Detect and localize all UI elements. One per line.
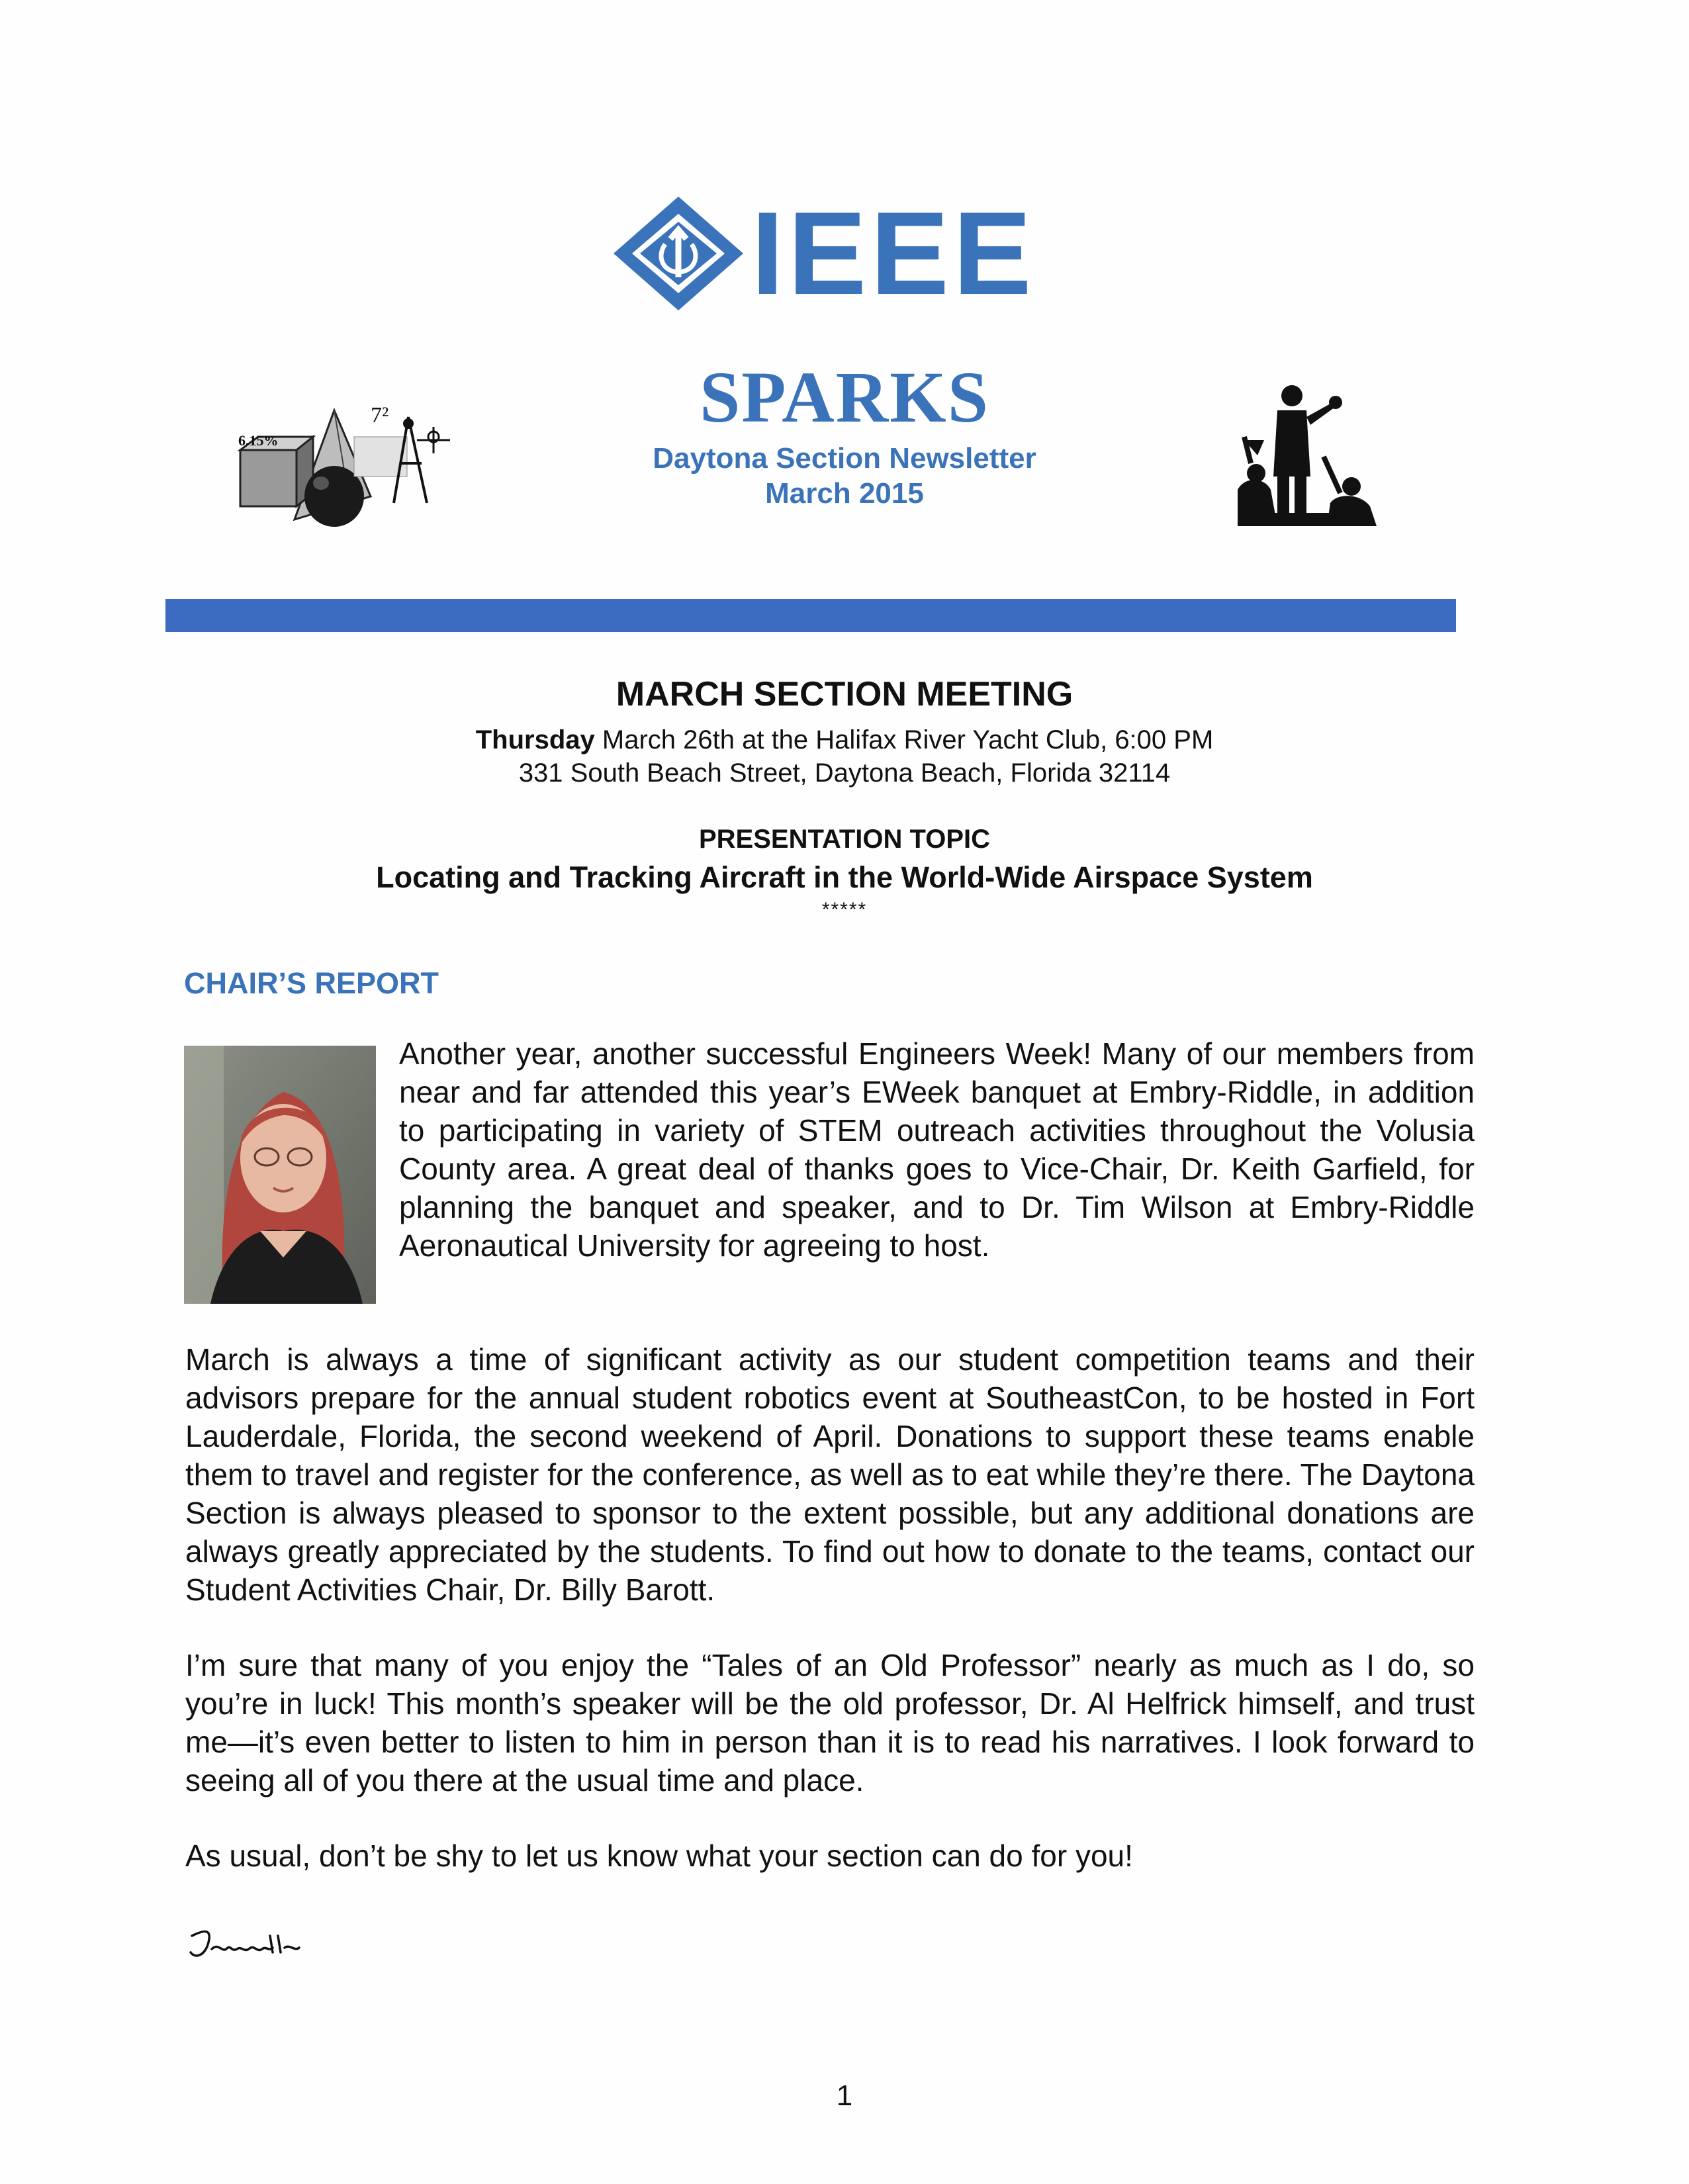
- meeting-title: MARCH SECTION MEETING: [616, 675, 1073, 713]
- ieee-logo: [612, 187, 1049, 319]
- clipart-exponent-label: 7²: [371, 403, 389, 428]
- meeting-day: Thursday: [475, 725, 595, 754]
- header-divider-bar: [165, 599, 1456, 632]
- professor-clipart-icon: [1238, 377, 1383, 526]
- presentation-topic-label: PRESENTATION TOPIC: [698, 825, 991, 854]
- presentation-topic-title: Locating and Tracking Aircraft in the World-Wide Airspace System: [376, 860, 1313, 894]
- handwritten-signature: [185, 1923, 304, 1969]
- newsletter-date: March 2015: [765, 477, 924, 510]
- page-number: 1: [836, 2079, 853, 2112]
- portrait-photo-icon: [184, 1046, 376, 1304]
- clipart-percent-label: 6.15%: [238, 432, 279, 449]
- meeting-when-details: March 26th at the Halifax River Yacht Club, 6:00 PM: [594, 725, 1214, 754]
- chairs-report-paragraph: I’m sure that many of you enjoy the “Tales of an Old Professor” nearly as much as I do, so you’re in luck! This month’s speaker will be the old professor, Dr. Al Helfrick himself, and trust me—it’s even better to listen to him in person than it is to read his narratives. I look forward to seeing all of you there at the usual time and place.: [185, 1648, 1475, 1797]
- ieee-wordmark: IEEE: [751, 187, 1036, 319]
- meeting-when: [0, 723, 1689, 756]
- chairs-report-paragraph: March is always a time of significant activity as our student competition teams and their advisors prepare for the annual student robotics event at SoutheastCon, to be hosted in Fort Lauderdale, Florida, the second weekend of April. Donations to support these teams enable them to travel and register for the conference, as well as to eat while they’re there. The Daytona Section is always pleased to sponsor to the extent possible, but any additional donations are always greatly appreciated by the students. To find out how to donate to the teams, contact our Student Activities Chair, Dr. Billy Barott.: [185, 1342, 1475, 1607]
- newsletter-subtitle: Daytona Section Newsletter: [653, 442, 1036, 475]
- ieee-diamond-icon: [612, 195, 745, 311]
- meeting-address: 331 South Beach Street, Daytona Beach, Florida 32114: [518, 758, 1171, 788]
- newsletter-title: SPARKS: [700, 357, 989, 437]
- chairs-report-paragraph: Another year, another successful Engineers Week! Many of our members from near and far attended this year’s EWeek banquet at Embry-Riddle, in addition to participating in variety of STEM outreach activities throughout the Volusia County area. A great deal of thanks goes to Vice-Chair, Dr. Keith Garfield, for planning the banquet and speaker, and to Dr. Tim Wilson at Embry-Riddle Aeronautical University for agreeing to host.: [399, 1036, 1475, 1263]
- chairs-report-paragraph: As usual, don’t be shy to let us know what your section can do for you!: [185, 1839, 1133, 1873]
- section-separator: *****: [821, 899, 868, 921]
- chairs-report-heading: CHAIR’S REPORT: [184, 966, 439, 1000]
